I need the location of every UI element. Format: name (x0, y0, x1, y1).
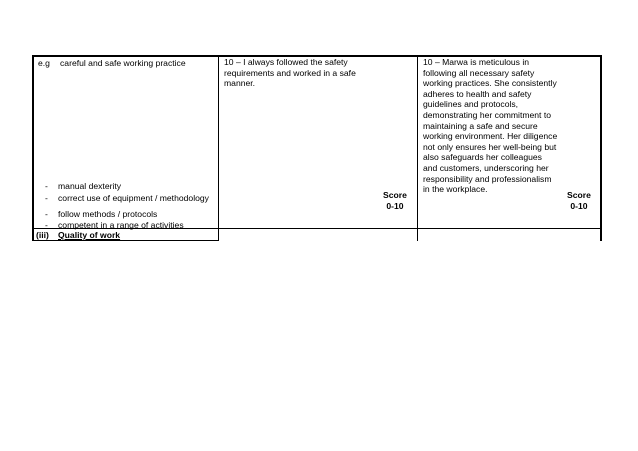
supervisor-assessment-text (423, 57, 557, 195)
self-assessment-line: requirements and worked in a safe (224, 67, 356, 78)
bullet-marker: - (45, 220, 48, 230)
section-title: Quality of work (58, 230, 121, 240)
criteria-bullet: manual dexterity (58, 181, 122, 191)
supervisor-assessment-line: guidelines and protocols, (423, 99, 519, 110)
self-assessment-text (224, 57, 356, 89)
column-divider-2 (417, 56, 418, 241)
table-right-border (600, 55, 602, 241)
bullet-marker: - (45, 209, 48, 219)
supervisor-assessment-line: maintaining a safe and secure (423, 120, 538, 131)
supervisor-assessment-line: in the workplace. (423, 184, 488, 195)
supervisor-assessment-line: adheres to health and safety (423, 88, 532, 99)
criteria-bullet: correct use of equipment / methodology (58, 193, 209, 203)
supervisor-assessment-line: also safeguards her colleagues (423, 152, 542, 163)
column-divider-1 (218, 56, 219, 241)
self-assessment-line: 10 – I always followed the safety (224, 57, 348, 67)
supervisor-assessment-line: 10 – Marwa is meticulous in (423, 57, 530, 67)
bullet-marker: - (45, 193, 48, 203)
supervisor-assessment-line: following all necessary safety (423, 67, 535, 78)
supervisor-assessment-line: working environment. Her diligence (423, 131, 558, 142)
supervisor-score-range: 0-10 (570, 201, 588, 211)
criteria-bullet: competent in a range of activities (58, 220, 184, 230)
criteria-prefix: e.g (38, 58, 50, 68)
criteria-bullet: follow methods / protocols (58, 209, 158, 219)
supervisor-assessment-line: not only ensures her well-being but (423, 141, 557, 152)
criteria-lead: careful and safe working practice (60, 58, 186, 68)
supervisor-assessment-line: working practices. She consistently (423, 78, 557, 89)
supervisor-assessment-line: and customers, underscoring her (423, 162, 549, 173)
supervisor-assessment-line: demonstrating her commitment to (423, 109, 552, 120)
bullet-marker: - (45, 181, 48, 191)
self-score-label: Score (383, 190, 407, 200)
section-number: (iii) (36, 230, 49, 240)
table-left-border (32, 55, 34, 241)
supervisor-score-label: Score (567, 190, 591, 200)
self-assessment-line: manner. (224, 78, 256, 89)
supervisor-assessment-line: responsibility and professionalism (423, 173, 552, 184)
self-score-range: 0-10 (386, 201, 404, 211)
